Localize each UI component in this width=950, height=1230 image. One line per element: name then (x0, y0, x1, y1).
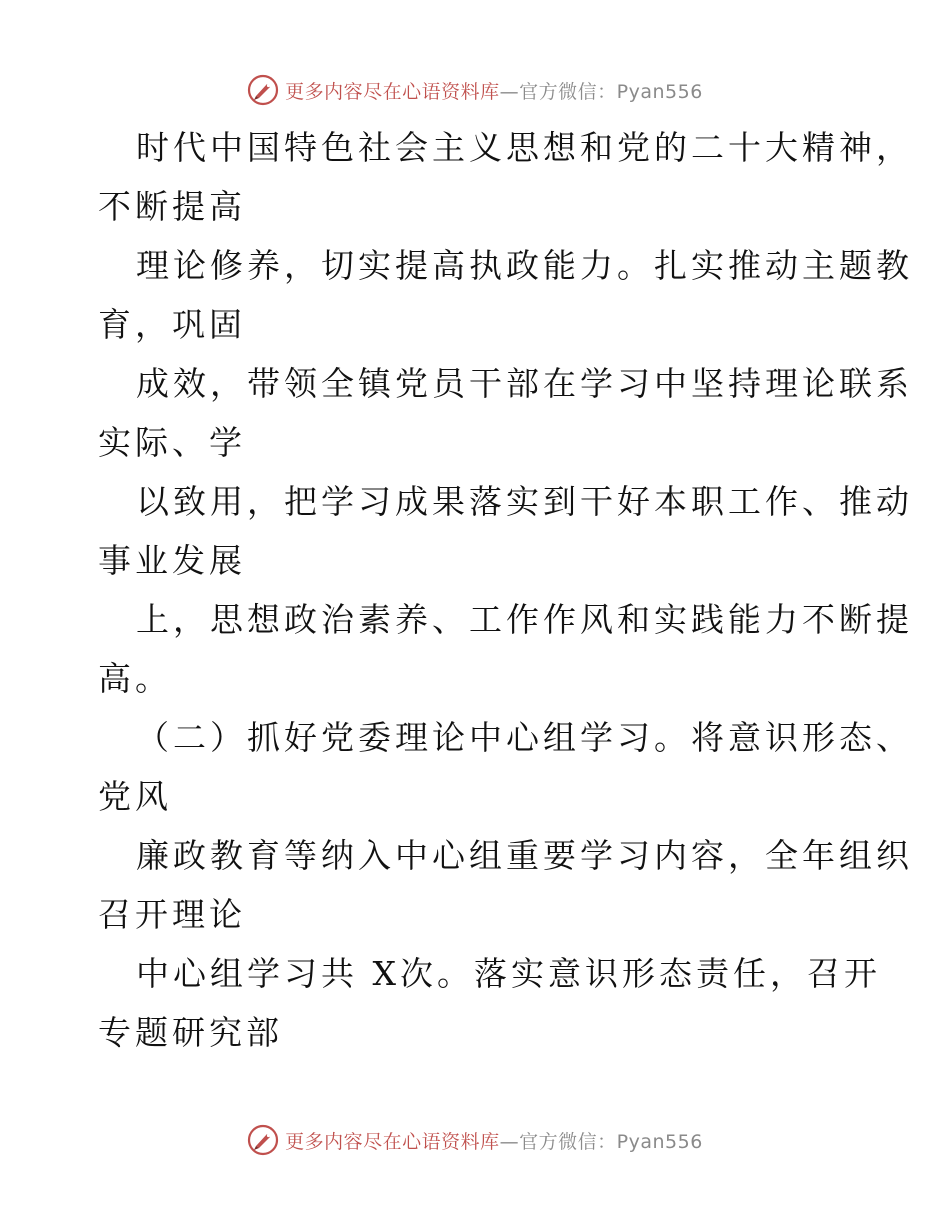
paragraph-line: 时代中国特色社会主义思想和党的二十大精神， (136, 128, 913, 167)
watermark-grey-text: —官方微信：Pyan556 (499, 1130, 703, 1153)
paragraph-line: 中心组学习共 X次。落实意识形态责任，召开 (136, 954, 881, 993)
paragraph-line: 育，巩固 (98, 305, 246, 344)
paragraph-5 (98, 590, 913, 708)
paragraph-1 (98, 118, 913, 236)
watermark-text (285, 1127, 703, 1154)
footer-watermark-banner (0, 1120, 950, 1160)
paragraph-line: 党风 (98, 777, 172, 816)
paragraph-line: （二）抓好党委理论中心组学习。将意识形态、 (136, 718, 913, 757)
paragraph-line: 实际、学 (98, 423, 246, 462)
watermark-text (285, 77, 703, 104)
watermark-red-text: 更多内容尽在心语资料库 (285, 80, 500, 103)
paragraph-line: 高。 (98, 659, 172, 698)
watermark-grey-text: —官方微信：Pyan556 (499, 80, 703, 103)
pen-nib-logo-icon (247, 74, 279, 106)
paragraph-2 (98, 236, 913, 354)
paragraph-line: 廉政教育等纳入中心组重要学习内容，全年组织 (136, 836, 913, 875)
paragraph-line: 召开理论 (98, 895, 246, 934)
paragraph-line: 事业发展 (98, 541, 246, 580)
pen-nib-logo-icon (247, 1124, 279, 1156)
watermark-red-text: 更多内容尽在心语资料库 (285, 1130, 500, 1153)
paragraph-3 (98, 354, 913, 472)
paragraph-8 (98, 944, 881, 1062)
paragraph-7 (98, 826, 913, 944)
header-watermark-banner (0, 70, 950, 110)
paragraph-4 (98, 472, 913, 590)
paragraph-line: 不断提高 (98, 187, 246, 226)
paragraph-line: 上，思想政治素养、工作作风和实践能力不断提 (136, 600, 913, 639)
paragraph-line: 专题研究部 (98, 1013, 283, 1052)
paragraph-line: 理论修养，切实提高执政能力。扎实推动主题教 (136, 246, 913, 285)
paragraph-line: 成效，带领全镇党员干部在学习中坚持理论联系 (136, 364, 913, 403)
paragraph-6 (98, 708, 913, 826)
paragraph-line: 以致用，把学习成果落实到干好本职工作、推动 (136, 482, 913, 521)
document-body (98, 118, 913, 1062)
